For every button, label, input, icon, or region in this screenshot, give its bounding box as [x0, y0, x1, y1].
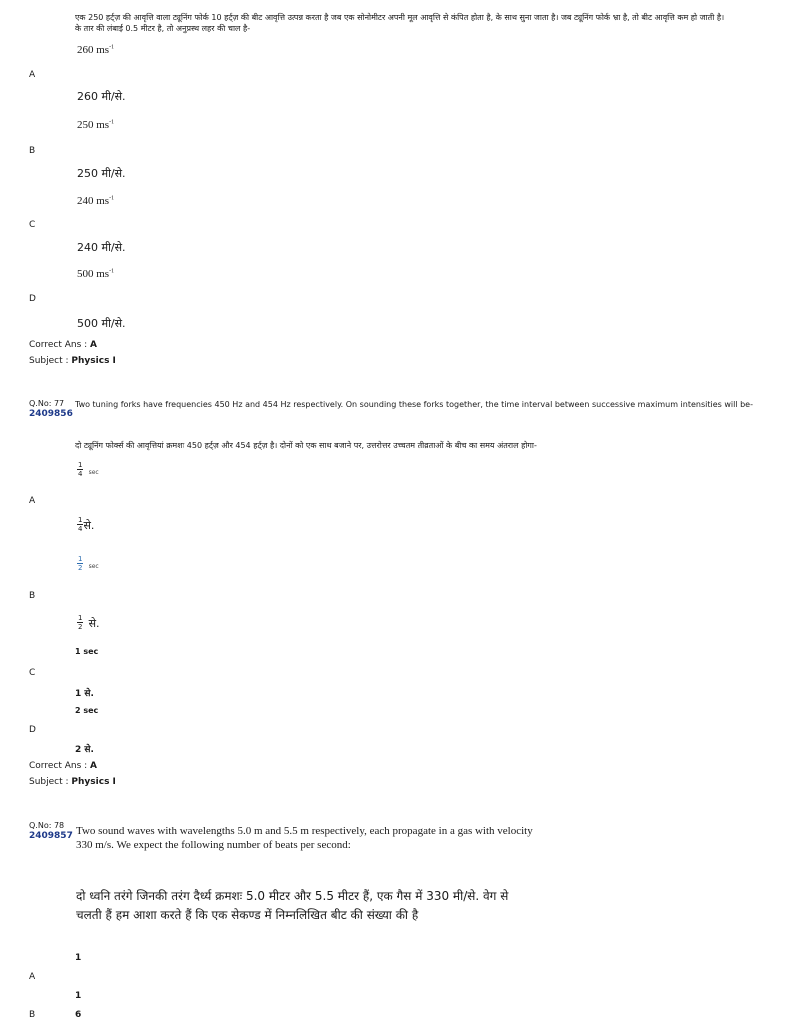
q77-option-b-english: $\frac{1}{2}$ sec [78, 555, 99, 572]
q78-option-a-english: 1 [75, 953, 82, 963]
q76-option-c-hindi: 240 मी/से. [77, 241, 126, 254]
q76-option-d-hindi: 500 मी/से. [77, 317, 126, 330]
q76-option-c-letter: C [29, 220, 36, 230]
q77-id: 2409856 [29, 409, 73, 419]
q76-option-b-letter: B [29, 146, 36, 156]
q76-option-b-hindi: 250 मी/से. [77, 167, 126, 180]
q78-option-b-letter: B [29, 1010, 36, 1020]
q77-correct-answer: Correct Ans : A [29, 761, 97, 771]
q77-option-d-english: 2 sec [75, 706, 99, 715]
q77-option-b-letter: B [29, 591, 36, 601]
q78-option-a-hindi: 1 [75, 991, 82, 1001]
q76-option-a-english: 260 $ms^{-1}$ [77, 44, 115, 56]
q76-hindi-line-2: के तार की लंबाई 0.5 मीटर है, तो अनुप्रस्थ लहर की चाल है- [75, 24, 251, 33]
q77-option-d-hindi: 2 से. [75, 745, 94, 755]
q78-number: Q.No: 78 [29, 821, 65, 830]
q76-hindi-line-1: एक 250 हर्ट्ज़ की आवृत्ति वाला ट्यूनिंग फोर्क 10 हर्ट्ज़ की बीट आवृत्ति उत्पन्न करता है जब एक सोनोमीटर अपनी मूल आवृत्ति से कंपित होता है, के साथ सुना जाता है। जब ट्यूनिंग फोर्क भ्रा है, तो बीट आवृत्ति कम हो जाती है। [75, 13, 725, 22]
q77-subject: Subject : Physics I [29, 777, 116, 787]
q77-option-a-hindi: $\frac{1}{4}$ से. [78, 516, 95, 533]
q78-option-a-letter: A [29, 972, 36, 982]
q77-option-a-letter: A [29, 496, 36, 506]
q76-option-d-letter: D [29, 294, 36, 304]
q77-option-a-english: $\frac{1}{4}$ sec [78, 461, 99, 478]
q77-hindi-text: दो ट्यूनिंग फोर्क्स की आवृत्तियां क्रमशः 450 हर्ट्ज़ और 454 हर्ट्ज़ है। दोनों को एक साथ बजाने पर, उत्तरोत्तर उच्चतम तीव्रताओं के बीच का समय अंतराल होगा- [75, 441, 537, 450]
q77-option-b-hindi: $\frac{1}{2}$ से. [78, 614, 100, 631]
q77-option-c-hindi: 1 से. [75, 689, 94, 699]
q76-option-a-hindi: 260 मी/से. [77, 90, 126, 103]
q78-option-b-english: 6 [75, 1010, 82, 1020]
q77-number: Q.No: 77 [29, 399, 65, 408]
q76-option-d-english: 500 $ms^{-1}$ [77, 268, 115, 280]
q77-option-c-letter: C [29, 668, 36, 678]
q76-subject: Subject : Physics I [29, 356, 116, 366]
q77-english-text: Two tuning forks have frequencies 450 Hz and 454 Hz respectively. On sounding these forks together, the time interval between successive maximum intensities will be- [75, 400, 753, 409]
q78-id: 2409857 [29, 831, 73, 841]
q76-option-c-english: 240 $ms^{-1}$ [77, 195, 115, 207]
q76-correct-answer: Correct Ans : A [29, 340, 97, 350]
q76-option-b-english: 250 $ms^{-1}$ [77, 119, 115, 131]
q77-option-c-english: 1 sec [75, 647, 99, 656]
q77-option-d-letter: D [29, 725, 36, 735]
q78-english-text: Two sound waves with wavelengths 5.0 m and 5.5 m respectively, each propagate in a gas with velocity 330 m/s. We expect the following number of beats per second: [76, 825, 533, 851]
q78-hindi-text: दो ध्वनि तरंगे जिनकी तरंग दैर्ध्य क्रमशः 5.0 मीटर और 5.5 मीटर हैं, एक गैस में 330 मी/से. वेग से चलती हैं हम आशा करते हैं कि एक सेकण्ड में निम्नलिखित बीट की संख्या की है [76, 889, 509, 922]
q76-option-a-letter: A [29, 70, 36, 80]
